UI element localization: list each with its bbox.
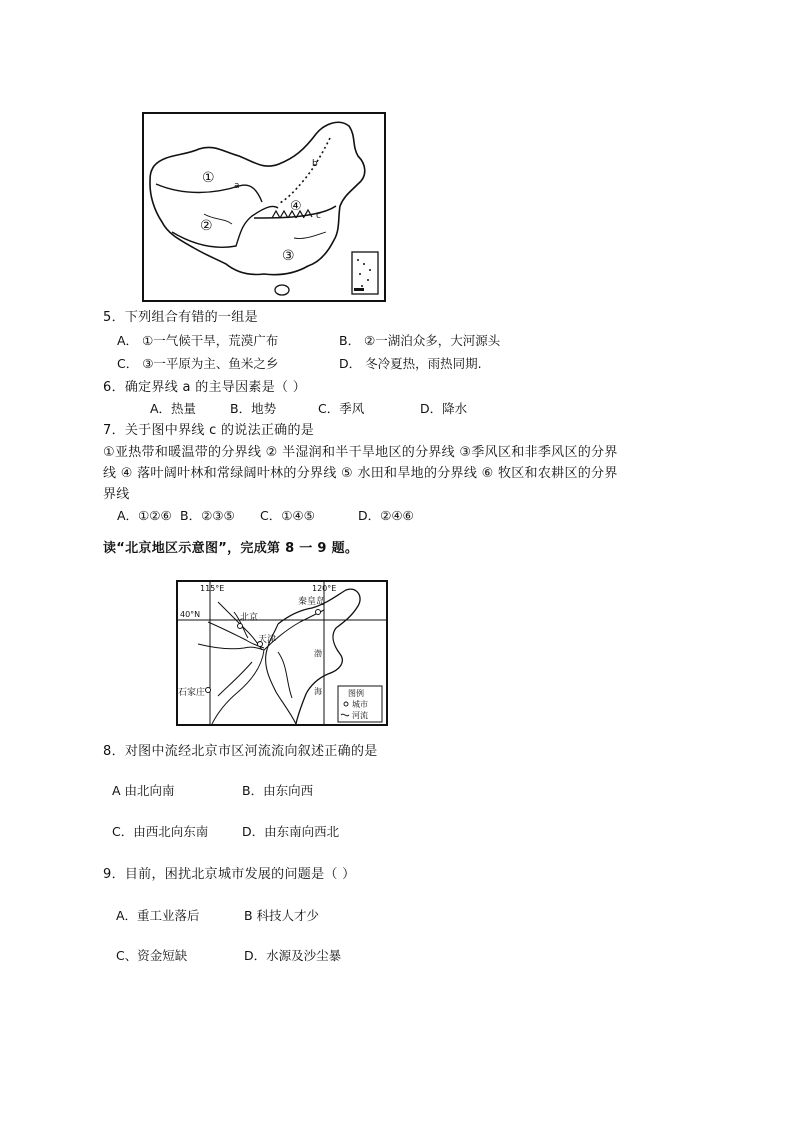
region-2-label: ② xyxy=(200,218,213,234)
city-shijiazhuang-label: 石家庄 xyxy=(178,688,206,698)
q7-option-a: A．①②⑥ xyxy=(117,508,172,523)
qinhuangdao-marker xyxy=(316,610,321,615)
sea-label-hai: 海 xyxy=(314,687,322,696)
legend-city-label: 城市 xyxy=(352,700,368,709)
beijing-marker xyxy=(238,624,243,629)
q6-option-c: C．季风 xyxy=(318,401,365,416)
legend-river-label: 河流 xyxy=(352,711,368,720)
hainan-island xyxy=(275,285,289,295)
line-a-label: a xyxy=(234,181,240,191)
q8-option-d: D．由东南向西北 xyxy=(242,824,340,839)
boundary-a xyxy=(156,184,262,202)
q8-option-c: C．由西北向东南 xyxy=(112,824,209,839)
q7-stem: 7．关于图中界线 c 的说法正确的是 xyxy=(103,423,315,438)
q8-option-b: B．由东向西 xyxy=(242,783,314,798)
q9-option-c: C、资金短缺 xyxy=(116,948,188,963)
q7-option-d: D．②④⑥ xyxy=(358,508,414,523)
beijing-region-map xyxy=(176,580,388,726)
city-qinhuangdao-label: 秦皇岛 xyxy=(298,597,326,607)
q6-option-b: B．地势 xyxy=(230,401,277,416)
region-1-label: ① xyxy=(202,170,215,186)
q6-option-a: A．热量 xyxy=(150,401,197,416)
china-outline xyxy=(150,122,365,274)
q7-statements-line2: 线 ④ 落叶阔叶林和常绿阔叶林的分界线 ⑤ 水田和旱地的分界线 ⑥ 牧区和农耕区的分界 xyxy=(103,466,618,481)
q9-option-a: A．重工业落后 xyxy=(116,908,200,923)
q5-option-b: B． ②一湖泊众多，大河源头 xyxy=(339,333,501,348)
q7-option-c: C．①④⑤ xyxy=(260,508,315,523)
q5-option-c: C． ③一平原为主、鱼米之乡 xyxy=(117,356,279,371)
china-map-svg xyxy=(144,114,384,300)
shijiazhuang-marker xyxy=(206,688,211,693)
q9-stem: 9．目前，困扰北京城市发展的问题是（ ） xyxy=(103,867,356,882)
q5-stem: 5．下列组合有错的一组是 xyxy=(103,310,258,325)
q5-option-d: D． 冬冷夏热，雨热同期. xyxy=(339,356,482,371)
q6-stem: 6．确定界线 a 的主导因素是（ ） xyxy=(103,380,307,395)
q8-9-intro: 读“北京地区示意图”，完成第 8 一 9 题。 xyxy=(103,541,359,556)
legend-title: 图例 xyxy=(348,689,364,698)
line-b-label: b xyxy=(312,159,318,169)
legend-city-symbol xyxy=(344,702,348,706)
q6-option-d: D．降水 xyxy=(420,401,468,416)
region-3-label: ③ xyxy=(282,248,295,264)
q9-option-b: B 科技人才少 xyxy=(244,908,320,923)
q7-statements-line1: ①亚热带和暖温带的分界线 ② 半湿润和半干旱地区的分界线 ③季风区和非季风区的分界 xyxy=(103,445,618,460)
sea-label-bo: 渤 xyxy=(314,649,322,658)
china-region-map xyxy=(142,112,386,302)
q5-option-a: A． ①一气候干旱，荒漠广布 xyxy=(117,333,279,348)
q8-stem: 8．对图中流经北京市区河流流向叙述正确的是 xyxy=(103,744,378,759)
q7-option-b: B．②③⑤ xyxy=(180,508,235,523)
lon-120-label: 120°E xyxy=(312,584,337,593)
q8-option-a: A 由北向南 xyxy=(112,783,175,798)
line-c-label: c xyxy=(316,211,321,221)
q9-option-d: D．水源及沙尘暴 xyxy=(244,948,342,963)
beijing-map-svg xyxy=(178,582,386,724)
boundary-qinghai-tibet xyxy=(172,206,278,247)
city-beijing-label: 北京 xyxy=(240,613,259,623)
city-markers xyxy=(206,610,321,693)
south-china-sea-inset xyxy=(352,252,378,294)
lon-115-label: 115°E xyxy=(200,584,225,593)
lat-40-label: 40°N xyxy=(180,610,201,619)
city-tianjin-label: 天津 xyxy=(258,635,277,645)
region-4-label: ④ xyxy=(290,199,302,214)
q7-statements-line3: 界线 xyxy=(103,487,130,502)
